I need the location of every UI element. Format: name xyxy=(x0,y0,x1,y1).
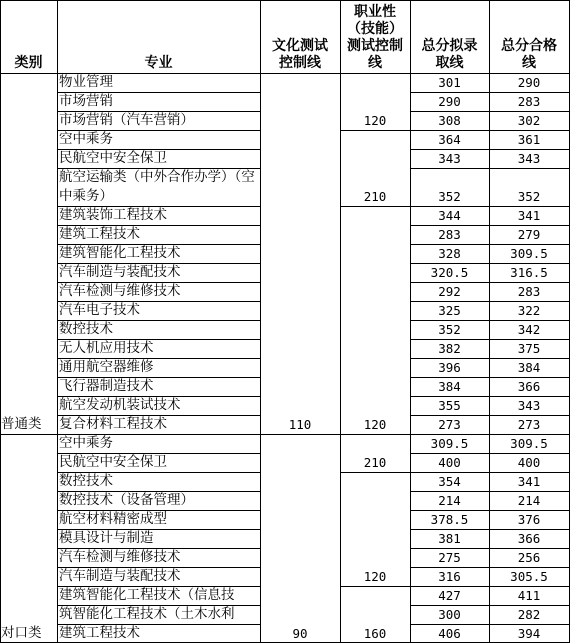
grid-line xyxy=(57,282,260,283)
grid-line xyxy=(0,0,1,643)
pass-score-cell: 273 xyxy=(517,417,541,432)
category-general: 普通类 xyxy=(1,416,42,432)
grid-line xyxy=(57,263,260,264)
grid-line xyxy=(260,0,261,643)
pass-score-cell: 282 xyxy=(517,607,541,622)
major-cell: 汽车检测与维修技术 xyxy=(59,283,181,299)
grid-line xyxy=(410,567,570,568)
admit-score-cell: 352 xyxy=(438,189,461,204)
admit-score-cell: 283 xyxy=(438,227,461,242)
grid-line xyxy=(340,206,410,207)
major-cell: 建筑装饰工程技术 xyxy=(59,207,167,223)
admit-score-cell: 406 xyxy=(438,626,461,641)
header-label: 专业 xyxy=(144,55,173,71)
admit-score-cell: 290 xyxy=(438,94,461,109)
major-cell: 民航空中安全保卫 xyxy=(59,150,167,166)
grid-line xyxy=(410,491,570,492)
category-counterpart: 对口类 xyxy=(1,625,42,641)
grid-line xyxy=(410,624,570,625)
major-cell: 数控技术（设备管理） xyxy=(59,492,194,508)
vocational-line-cell: 120 xyxy=(363,569,387,584)
grid-line xyxy=(410,92,570,93)
grid-line xyxy=(57,548,260,549)
grid-line xyxy=(410,396,570,397)
major-cell: 汽车制造与装配技术 xyxy=(59,264,181,280)
admit-score-cell: 316 xyxy=(438,569,461,584)
header-label: 职业性 （技能） 测试控制 线 xyxy=(347,4,403,71)
grid-line xyxy=(410,434,570,435)
admit-score-cell: 396 xyxy=(438,360,461,375)
grid-line xyxy=(57,225,260,226)
grid-line xyxy=(57,339,260,340)
grid-line xyxy=(57,320,260,321)
grid-line xyxy=(57,111,260,112)
admit-score-cell: 300 xyxy=(438,607,461,622)
grid-line xyxy=(57,206,260,207)
pass-score-cell: 214 xyxy=(517,493,541,508)
header-major xyxy=(57,0,260,73)
vocational-line-cell: 210 xyxy=(363,455,387,470)
admit-score-cell: 328 xyxy=(438,246,461,261)
grid-line xyxy=(410,548,570,549)
pass-score-cell: 283 xyxy=(517,94,541,109)
grid-line xyxy=(410,225,570,226)
grid-line xyxy=(410,130,570,131)
grid-line xyxy=(410,168,570,169)
pass-score-cell: 341 xyxy=(517,474,541,489)
grid-line xyxy=(0,73,570,74)
admit-score-cell: 325 xyxy=(438,303,461,318)
admit-score-cell: 273 xyxy=(438,417,461,432)
admit-score-cell: 292 xyxy=(438,284,461,299)
vocational-line-cell: 120 xyxy=(363,113,387,128)
grid-line xyxy=(410,263,570,264)
major-cell: 飞行器制造技术 xyxy=(59,378,154,394)
header-category xyxy=(0,0,57,73)
admit-score-cell: 275 xyxy=(438,550,461,565)
vocational-line-cell: 210 xyxy=(363,189,387,204)
header-label: 文化测试 控制线 xyxy=(272,38,328,71)
grid-line xyxy=(410,244,570,245)
grid-line xyxy=(57,567,260,568)
pass-score-cell: 309.5 xyxy=(510,436,548,451)
grid-line xyxy=(57,301,260,302)
grid-line xyxy=(410,586,570,587)
header-label: 总分合格 线 xyxy=(501,38,557,71)
admit-score-cell: 352 xyxy=(438,322,461,337)
grid-line xyxy=(57,529,260,530)
pass-score-cell: 305.5 xyxy=(510,569,548,584)
header-culture xyxy=(260,0,340,73)
pass-score-cell: 343 xyxy=(517,398,541,413)
grid-line xyxy=(0,0,570,1)
grid-line xyxy=(57,130,260,131)
pass-score-cell: 394 xyxy=(517,626,541,641)
grid-line xyxy=(410,605,570,606)
admit-score-cell: 320.5 xyxy=(430,265,469,280)
grid-line xyxy=(57,0,58,643)
admit-score-cell: 384 xyxy=(438,379,461,394)
major-cell: 航空运输类（中外合作办学）（空中乘务） xyxy=(59,169,255,204)
major-cell: 物业管理 xyxy=(59,74,113,90)
grid-line xyxy=(57,149,260,150)
grid-line xyxy=(410,301,570,302)
grid-line xyxy=(410,358,570,359)
grid-line xyxy=(340,434,410,435)
major-cell: 通用航空器维修 xyxy=(59,359,154,375)
admit-score-cell: 214 xyxy=(438,493,461,508)
pass-score-cell: 366 xyxy=(517,379,541,394)
major-cell: 数控技术 xyxy=(59,321,113,337)
grid-line xyxy=(57,510,260,511)
pass-score-cell: 322 xyxy=(517,303,541,318)
pass-score-cell: 279 xyxy=(517,227,541,242)
grid-line xyxy=(410,415,570,416)
pass-score-cell: 343 xyxy=(517,151,541,166)
admit-score-cell: 308 xyxy=(438,113,461,128)
pass-score-cell: 361 xyxy=(517,132,541,147)
pass-score-cell: 309.5 xyxy=(510,246,548,261)
header-admit xyxy=(410,0,489,73)
header-label: 类别 xyxy=(14,55,43,71)
grid-line xyxy=(410,149,570,150)
header-pass xyxy=(489,0,569,73)
major-cell: 建筑智能化工程技术（信息技 xyxy=(59,587,235,603)
grid-line xyxy=(57,415,260,416)
pass-score-cell: 256 xyxy=(517,550,541,565)
grid-line xyxy=(340,0,341,643)
pass-score-cell: 352 xyxy=(517,189,541,204)
grid-line xyxy=(410,206,570,207)
grid-line xyxy=(410,472,570,473)
grid-line xyxy=(410,529,570,530)
admit-score-cell: 382 xyxy=(438,341,461,356)
culture-line-counterpart: 90 xyxy=(292,626,308,641)
admit-score-cell: 301 xyxy=(438,75,461,90)
grid-line xyxy=(340,130,410,131)
grid-line xyxy=(410,453,570,454)
pass-score-cell: 341 xyxy=(517,208,541,223)
admit-score-cell: 378.5 xyxy=(430,512,469,527)
culture-line-general: 110 xyxy=(288,417,312,432)
major-cell: 无人机应用技术 xyxy=(59,340,154,356)
major-cell: 建筑工程技术 xyxy=(59,625,140,641)
major-cell: 市场营销 xyxy=(59,93,113,109)
major-cell: 模具设计与制造 xyxy=(59,530,154,546)
header-vocational xyxy=(340,0,410,73)
grid-line xyxy=(410,510,570,511)
admit-score-cell: 344 xyxy=(438,208,461,223)
vocational-line-cell: 120 xyxy=(363,417,387,432)
grid-line xyxy=(57,453,260,454)
grid-line xyxy=(57,168,260,169)
header-label: 总分拟录 取线 xyxy=(421,38,478,71)
major-cell: 建筑工程技术 xyxy=(59,226,140,242)
grid-line xyxy=(410,377,570,378)
grid-line xyxy=(410,339,570,340)
grid-line xyxy=(57,396,260,397)
major-cell: 建筑智能化工程技术 xyxy=(59,245,181,261)
grid-line xyxy=(410,282,570,283)
major-cell: 汽车电子技术 xyxy=(59,302,140,318)
grid-line xyxy=(410,320,570,321)
grid-line xyxy=(57,377,260,378)
grid-line xyxy=(57,491,260,492)
major-cell: 复合材料工程技术 xyxy=(59,416,167,432)
major-cell: 数控技术 xyxy=(59,473,113,489)
major-cell: 空中乘务 xyxy=(59,131,113,147)
grid-line xyxy=(340,472,410,473)
major-cell: 航空发动机装试技术 xyxy=(59,397,181,413)
grid-line xyxy=(410,111,570,112)
pass-score-cell: 384 xyxy=(517,360,541,375)
major-cell: 汽车检测与维修技术 xyxy=(59,549,181,565)
admit-score-cell: 427 xyxy=(438,588,461,603)
grid-line xyxy=(57,624,260,625)
grid-line xyxy=(57,358,260,359)
admit-score-cell: 381 xyxy=(438,531,461,546)
grid-line xyxy=(57,434,260,435)
major-cell: 民航空中安全保卫 xyxy=(59,454,167,470)
major-cell: 航空材料精密成型 xyxy=(59,511,167,527)
major-cell: 空中乘务 xyxy=(59,435,113,451)
admit-score-cell: 354 xyxy=(438,474,461,489)
admit-score-cell: 400 xyxy=(438,455,461,470)
pass-score-cell: 302 xyxy=(517,113,541,128)
pass-score-cell: 366 xyxy=(517,531,541,546)
pass-score-cell: 375 xyxy=(517,341,541,356)
grid-line xyxy=(57,92,260,93)
pass-score-cell: 411 xyxy=(517,588,541,603)
pass-score-cell: 316.5 xyxy=(510,265,548,280)
grid-line xyxy=(410,0,411,643)
grid-line xyxy=(0,434,57,435)
admit-score-cell: 364 xyxy=(438,132,461,147)
major-cell: 筑智能化工程技术（土木水利 xyxy=(59,606,235,622)
grid-line xyxy=(489,0,490,643)
grid-line xyxy=(260,434,340,435)
admit-score-cell: 355 xyxy=(438,398,461,413)
pass-score-cell: 290 xyxy=(517,75,541,90)
admit-score-cell: 343 xyxy=(438,151,461,166)
major-cell: 市场营销（汽车营销） xyxy=(59,112,194,128)
pass-score-cell: 283 xyxy=(517,284,541,299)
admit-score-cell: 309.5 xyxy=(430,436,469,451)
grid-line xyxy=(57,586,260,587)
vocational-line-cell: 160 xyxy=(363,626,387,641)
grid-line xyxy=(340,586,410,587)
grid-line xyxy=(57,244,260,245)
pass-score-cell: 376 xyxy=(517,512,541,527)
major-cell: 汽车制造与装配技术 xyxy=(59,568,181,584)
grid-line xyxy=(57,472,260,473)
grid-line xyxy=(57,605,260,606)
pass-score-cell: 400 xyxy=(517,455,541,470)
pass-score-cell: 342 xyxy=(517,322,541,337)
